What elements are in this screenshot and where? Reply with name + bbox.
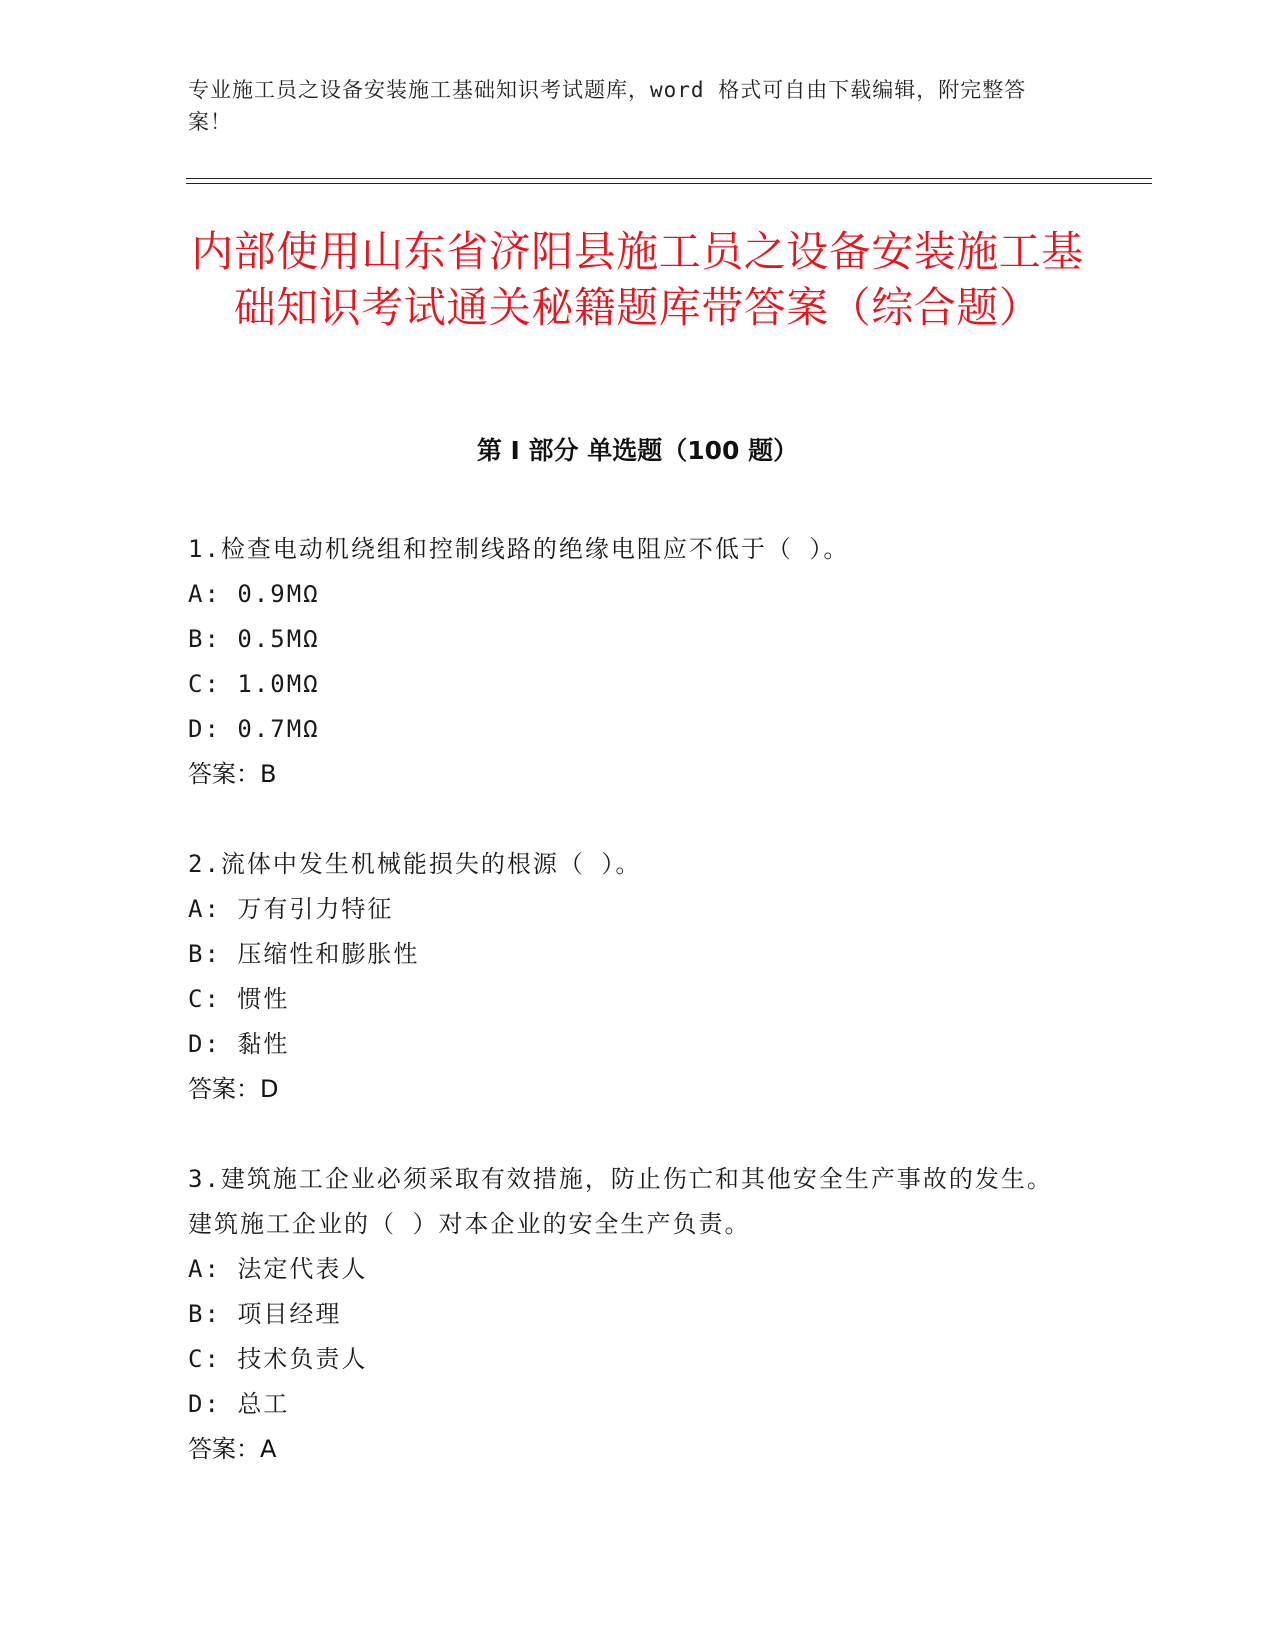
question-option-d: D: 黏性 — [188, 1030, 290, 1058]
question-option-c: C: 惯性 — [188, 985, 290, 1013]
header-note: 专业施工员之设备安装施工基础知识考试题库，word 格式可自由下载编辑，附完整答案！ — [188, 78, 1027, 134]
header-divider-bottom — [186, 183, 1152, 184]
question-option-d: D: 总工 — [188, 1390, 290, 1418]
question-option-b: B: 0.5MΩ — [188, 625, 320, 653]
question-option-a: A: 法定代表人 — [188, 1255, 368, 1283]
question-item — [188, 527, 1068, 797]
question-answer: 答案：D — [188, 1075, 279, 1103]
question-option-d: D: 0.7MΩ — [188, 715, 320, 743]
question-list — [188, 527, 1068, 1517]
question-item — [188, 1157, 1068, 1472]
question-option-a: A: 0.9MΩ — [188, 580, 320, 608]
question-answer: 答案：A — [188, 1435, 277, 1463]
header-divider-top — [186, 178, 1152, 179]
question-item — [188, 842, 1068, 1112]
question-option-b: B: 压缩性和膨胀性 — [188, 940, 420, 968]
question-stem: 1.检查电动机绕组和控制线路的绝缘电阻应不低于（ ）。 — [188, 535, 850, 563]
question-answer: 答案：B — [188, 760, 277, 788]
question-stem: 3.建筑施工企业必须采取有效措施，防止伤亡和其他安全生产事故的发生。建筑施工企业的（ ）对本企业的安全生产负责。 — [188, 1165, 1053, 1238]
question-option-b: B: 项目经理 — [188, 1300, 342, 1328]
question-option-c: C: 技术负责人 — [188, 1345, 368, 1373]
question-stem: 2.流体中发生机械能损失的根源（ ）。 — [188, 850, 642, 878]
question-option-a: A: 万有引力特征 — [188, 895, 394, 923]
question-option-c: C: 1.0MΩ — [188, 670, 320, 698]
document-title: 内部使用山东省济阳县施工员之设备安装施工基础知识考试通关秘籍题库带答案（综合题） — [191, 227, 1084, 332]
section-title: 第 I 部分 单选题（100 题） — [476, 436, 799, 465]
